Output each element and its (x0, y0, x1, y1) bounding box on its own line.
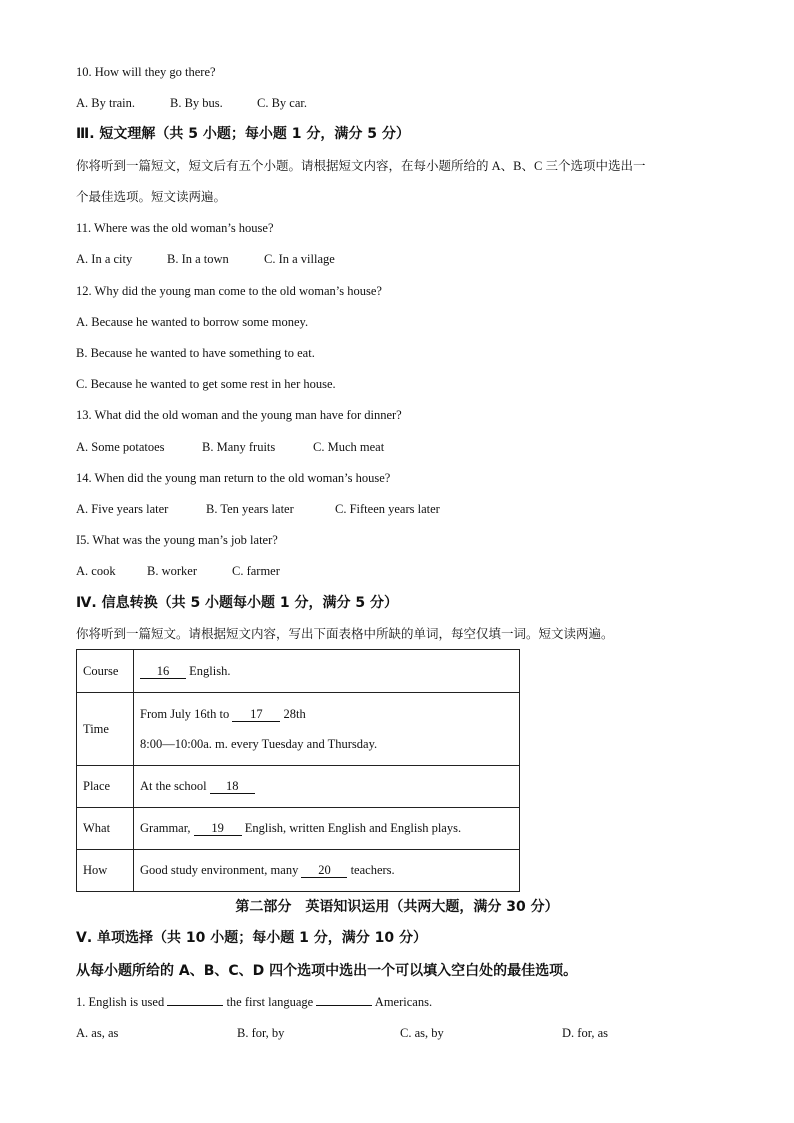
answer-blank-18[interactable]: 18 (210, 779, 255, 794)
row-value: 16 English. (134, 650, 520, 693)
option-a: A. as, as (76, 1026, 119, 1040)
question-15-options (76, 563, 280, 579)
row-key: Place (77, 766, 134, 808)
option-a: A. Some potatoes (76, 440, 165, 454)
question-1: 1. English is used the first language Americans. (76, 995, 433, 1009)
option-c: C. as, by (400, 1026, 444, 1040)
question-11: 11. Where was the old woman’s house? (76, 221, 274, 235)
row-key: What (77, 808, 134, 850)
option-b: B. Ten years later (206, 502, 294, 516)
question-12-option-c: C. Because he wanted to get some rest in her house. (76, 377, 336, 391)
section-3-title: Ⅲ. 短文理解（共 5 小题；每小题 1 分，满分 5 分） (76, 126, 410, 142)
option-b: B. In a town (167, 252, 229, 266)
option-c: C. By car. (257, 96, 307, 110)
row-value: Grammar, 19 English, written English and English plays. (134, 808, 520, 850)
option-c: C. Much meat (313, 440, 385, 454)
answer-blank-20[interactable]: 20 (301, 863, 347, 878)
option-a: A. In a city (76, 252, 133, 266)
row-key: Course (77, 650, 134, 693)
table-row-what (77, 808, 520, 850)
table-row-time (77, 693, 520, 766)
option-d: D. for, as (562, 1026, 609, 1040)
question-10: 10. How will they go there? (76, 65, 216, 79)
question-12-option-b: B. Because he wanted to have something to eat. (76, 346, 315, 360)
question-12: 12. Why did the young man come to the old woman’s house? (76, 284, 382, 298)
option-b: B. Many fruits (202, 440, 276, 454)
table-row-course (77, 650, 520, 693)
question-1-options (76, 1025, 608, 1041)
option-a: A. cook (76, 564, 116, 578)
answer-blank-16[interactable]: 16 (140, 664, 186, 679)
part-2-title: 第二部分 英语知识运用（共两大题，满分 30 分） (235, 899, 559, 915)
answer-blank-1a[interactable] (167, 1005, 223, 1006)
answer-blank-17[interactable]: 17 (232, 707, 280, 722)
row-value: Good study environment, many 20 teachers. (134, 850, 520, 892)
section-4-instructions: 你将听到一篇短文。请根据短文内容，写出下面表格中所缺的单词，每空仅填一词。短文读两遍。 (76, 627, 614, 641)
section-3-instructions-1: 你将听到一篇短文，短文后有五个小题。请根据短文内容，在每小题所给的 A、B、C 三个选项中选出一 (76, 159, 646, 173)
section-3-instructions-2: 个最佳选项。短文读两遍。 (76, 190, 227, 204)
row-key: How (77, 850, 134, 892)
row-value: From July 16th to 17 28th 8:00—10:00a. m. every Tuesday and Thursday. (134, 693, 520, 766)
question-11-options (76, 251, 335, 267)
option-c: C. farmer (232, 564, 280, 578)
row-value: At the school 18 (134, 766, 520, 808)
answer-blank-1b[interactable] (316, 1005, 372, 1006)
question-14-options (76, 501, 440, 517)
option-a: A. By train. (76, 96, 136, 110)
table-row-how (77, 850, 520, 892)
question-10-options (76, 95, 307, 111)
question-14: 14. When did the young man return to the old woman’s house? (76, 471, 391, 485)
info-table (76, 649, 520, 892)
table-row-place (77, 766, 520, 808)
question-13-options (76, 439, 384, 455)
question-12-option-a: A. Because he wanted to borrow some money. (76, 315, 309, 329)
section-4-title: Ⅳ. 信息转换（共 5 小题每小题 1 分，满分 5 分） (76, 595, 399, 611)
option-b: B. for, by (237, 1026, 285, 1040)
section-5-instructions: 从每小题所给的 A、B、C、D 四个选项中选出一个可以填入空白处的最佳选项。 (76, 963, 578, 979)
section-5-title: Ⅴ. 单项选择（共 10 小题；每小题 1 分，满分 10 分） (76, 930, 427, 946)
option-b: B. By bus. (170, 96, 223, 110)
option-a: A. Five years later (76, 502, 169, 516)
option-b: B. worker (147, 564, 197, 578)
option-c: C. Fifteen years later (335, 502, 440, 516)
question-13: 13. What did the old woman and the young man have for dinner? (76, 408, 402, 422)
answer-blank-19[interactable]: 19 (194, 821, 242, 836)
row-key: Time (77, 693, 134, 766)
question-15: I5. What was the young man’s job later? (76, 533, 278, 547)
option-c: C. In a village (264, 252, 335, 266)
